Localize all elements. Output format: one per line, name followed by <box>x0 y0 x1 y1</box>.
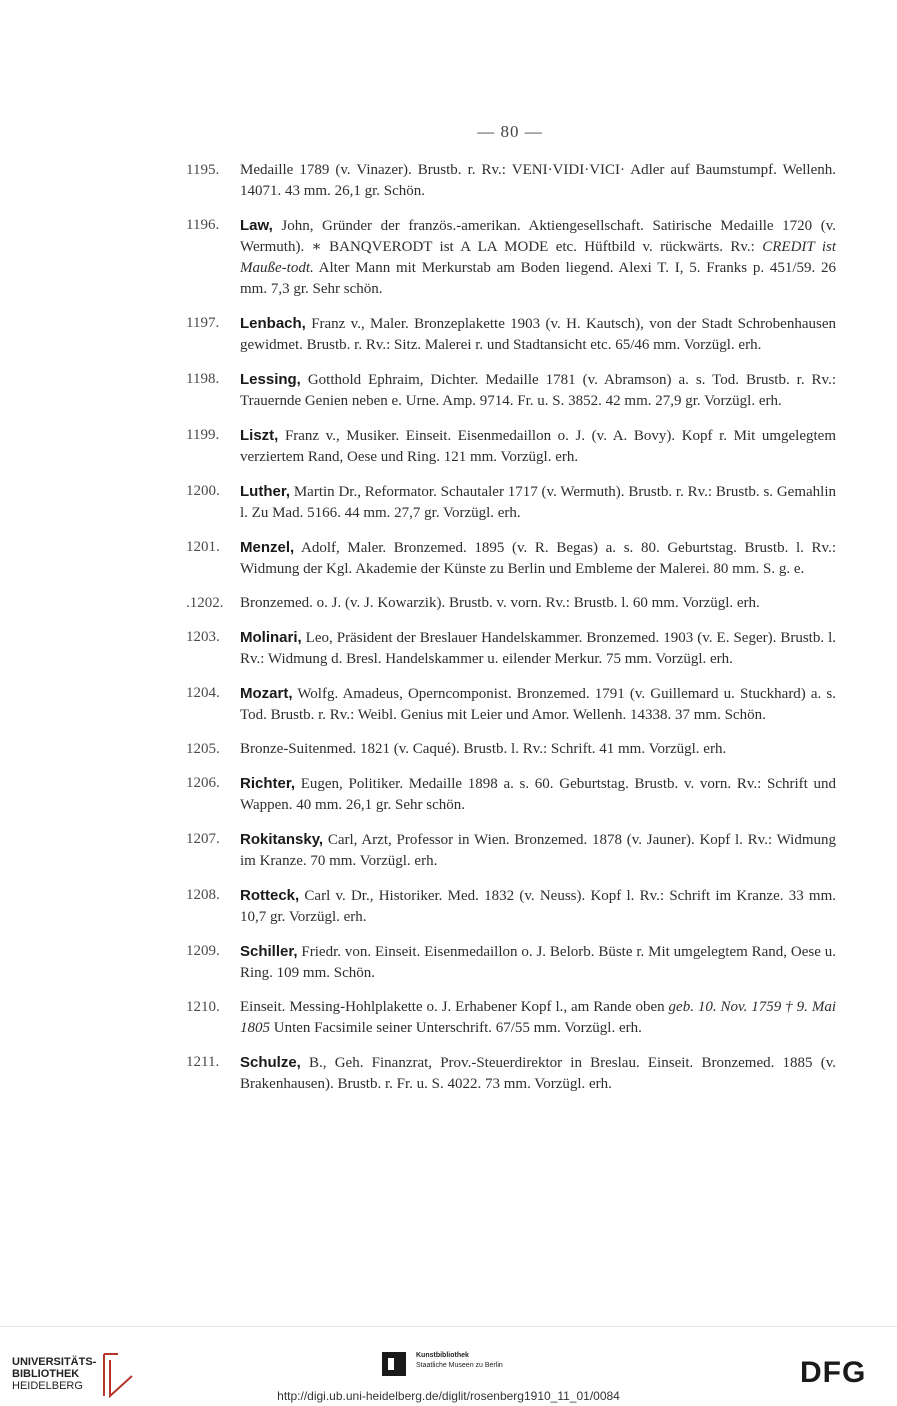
ub-line-1: UNIVERSITÄTS- <box>12 1356 97 1368</box>
ub-line-2: BIBLIOTHEK <box>12 1368 80 1380</box>
entry-name: Liszt, <box>240 427 279 444</box>
entry-description-continued: Unten Facsimile seiner Unterschrift. 67/55 mm. Vorzügl. erh. <box>273 1020 642 1036</box>
kunstbibliothek-logo[interactable] <box>382 1350 542 1390</box>
catalog-entry <box>186 369 836 412</box>
entry-description: Einseit. Messing-Hohlplakette o. J. Erhabener Kopf l., am Rande oben <box>240 999 665 1015</box>
entry-text <box>240 941 836 984</box>
catalog-entries <box>186 160 836 1108</box>
entry-name: Lessing, <box>240 371 301 388</box>
ub-logo-text <box>12 1356 96 1392</box>
entry-text <box>240 313 836 356</box>
entry-name: Law, <box>240 217 273 234</box>
entry-name: Rokitansky, <box>240 831 324 848</box>
entry-description: Eugen, Politiker. Medaille 1898 a. s. 60. Geburtstag. Brustb. v. vorn. Rv.: Schrift und Wappen. 40 mm. 26,1 gr. Sehr schön. <box>240 776 836 813</box>
entry-text <box>240 997 836 1039</box>
entry-text <box>240 627 836 670</box>
entry-number: 1208. <box>186 887 220 903</box>
catalog-entry <box>186 683 836 726</box>
entry-number: 1205. <box>186 741 220 757</box>
dfg-logo[interactable]: DFG <box>800 1356 867 1389</box>
entry-description: Carl, Arzt, Professor in Wien. Bronzemed. 1878 (v. Jauner). Kopf l. Rv.: Widmung im Kranze. 70 mm. Vorzügl. erh. <box>240 832 836 869</box>
entry-name: Lenbach, <box>240 315 306 332</box>
entry-number: 1204. <box>186 685 220 701</box>
entry-description: Franz v., Maler. Bronzeplakette 1903 (v. H. Kautsch), von der Stadt Schrobenhausen gewidmet. Brustb. r. Rv.: Sitz. Malerei r. und Stadtansicht etc. 65/46 mm. Vorzügl. erh. <box>240 316 836 353</box>
entry-text <box>240 425 836 468</box>
ub-line-3: HEIDELBERG <box>12 1380 83 1392</box>
entry-description: Carl v. Dr., Historiker. Med. 1832 (v. Neuss). Kopf l. Rv.: Schrift im Kranze. 33 mm. 10,7 gr. Vorzügl. erh. <box>240 888 837 925</box>
entry-number: 1206. <box>186 775 220 791</box>
entry-text <box>240 160 836 202</box>
entry-description: Franz v., Musiker. Einseit. Eisenmedaillon o. J. (v. A. Bovy). Kopf r. Mit umgelegtem verziertem Rand, Oese und Ring. 121 mm. Vorzügl. erh. <box>240 428 837 465</box>
source-url[interactable]: http://digi.ub.uni-heidelberg.de/diglit/rosenberg1910_11_01/0084 <box>277 1389 620 1403</box>
page-number: — 80 — <box>477 122 543 141</box>
entry-number: 1195. <box>186 162 220 178</box>
catalog-entry <box>186 997 836 1039</box>
entry-name: Mozart, <box>240 685 293 702</box>
entry-text <box>240 481 836 524</box>
entry-text <box>240 683 836 726</box>
entry-text <box>240 739 836 760</box>
entry-text <box>240 215 836 300</box>
entry-text <box>240 1052 836 1095</box>
entry-description: Bronzemed. o. J. (v. J. Kowarzik). Brustb. v. vorn. Rv.: Brustb. l. 60 mm. Vorzügl. erh. <box>240 595 760 611</box>
catalog-entry <box>186 941 836 984</box>
entry-name: Schiller, <box>240 943 298 960</box>
entry-description: Friedr. von. Einseit. Eisenmedaillon o. J. Belorb. Büste r. Mit umgelegtem Rand, Oese u. Ring. 109 mm. Schön. <box>240 944 837 981</box>
entry-description: Martin Dr., Reformator. Schautaler 1717 (v. Wermuth). Brustb. r. Rv.: Brustb. s. Gemahlin l. Zu Mad. 5166. 44 mm. 27,7 gr. Vorzügl. erh. <box>240 484 837 521</box>
catalog-entry <box>186 829 836 872</box>
catalog-entry <box>186 160 836 202</box>
entry-name: Molinari, <box>240 629 302 646</box>
catalog-entry <box>186 313 836 356</box>
entry-description: Wolfg. Amadeus, Operncomponist. Bronzemed. 1791 (v. Guillemard u. Stuckhard) a. s. Tod. Brustb. r. Rv.: Weibl. Genius mit Leier und Amor. Wellenh. 14338. 37 mm. Schön. <box>240 686 836 723</box>
entry-number: 1209. <box>186 943 220 959</box>
catalog-entry <box>186 425 836 468</box>
entry-name: Schulze, <box>240 1054 301 1071</box>
entry-description: Bronze-Suitenmed. 1821 (v. Caqué). Brustb. l. Rv.: Schrift. 41 mm. Vorzügl. erh. <box>240 741 727 757</box>
catalog-entry <box>186 885 836 928</box>
entry-italic-text: geb. 10. Nov. 1759 † 9. Mai 1805 <box>240 999 837 1036</box>
kunstbibliothek-text <box>416 1351 503 1371</box>
entry-number: 1211. <box>186 1054 220 1070</box>
catalog-entry <box>186 739 836 760</box>
catalog-entry <box>186 537 836 580</box>
entry-text <box>240 593 836 614</box>
catalog-entry <box>186 593 836 614</box>
entry-number: 1210. <box>186 999 220 1015</box>
entry-description: John, Gründer der französ.-amerikan. Aktiengesellschaft. Satirische Medaille 1720 (v. Wermuth). ∗ BANQVERODT ist A LA MODE etc. Hüftbild v. rückwärts. Rv.: <box>240 218 837 255</box>
entry-text <box>240 369 836 412</box>
entry-number: 1203. <box>186 629 220 645</box>
catalog-entry <box>186 481 836 524</box>
catalog-entry <box>186 215 836 300</box>
entry-number: 1201. <box>186 539 220 555</box>
entry-text <box>240 885 836 928</box>
kunstbibliothek-mark-icon <box>382 1352 406 1376</box>
entry-italic-text: CREDIT ist Mauße-todt. <box>240 239 837 276</box>
entry-description-continued: Alter Mann mit Merkurstab am Boden liegend. Alexi T. I, 5. Franks p. 451/59. 26 mm. 7,3 gr. Sehr schön. <box>240 260 836 297</box>
catalog-entry <box>186 1052 836 1095</box>
entry-description: Medaille 1789 (v. Vinazer). Brustb. r. Rv.: VENI·VIDI·VICI· Adler auf Baumstumpf. Wellenh. 14071. 43 mm. 26,1 gr. Schön. <box>240 162 836 199</box>
entry-number: .1202. <box>186 595 224 611</box>
entry-description: Leo, Präsident der Breslauer Handelskammer. Bronzemed. 1903 (v. E. Seger). Brustb. l. Rv.: Widmung d. Bresl. Handelskammer u. eilender Merkur. 75 mm. Vorzügl. erh. <box>240 630 837 667</box>
entry-text <box>240 537 836 580</box>
entry-text <box>240 829 836 872</box>
entry-number: 1207. <box>186 831 220 847</box>
entry-name: Menzel, <box>240 539 295 556</box>
catalog-entry <box>186 627 836 670</box>
entry-description: Gotthold Ephraim, Dichter. Medaille 1781 (v. Abramson) a. s. Tod. Brustb. r. Rv.: Trauernde Genien neben e. Urne. Amp. 9714. Fr. u. S. 3852. 42 mm. 27,9 gr. Vorzügl. erh. <box>240 372 836 409</box>
entry-description: Adolf, Maler. Bronzemed. 1895 (v. R. Begas) a. s. 80. Geburtstag. Brustb. l. Rv.: Widmung der Kgl. Akademie der Künste zu Berlin und Embleme der Malerei. 80 mm. S. g. e. <box>240 540 836 577</box>
entry-name: Richter, <box>240 775 296 792</box>
footer-divider <box>0 1326 897 1327</box>
entry-name: Luther, <box>240 483 291 500</box>
kb-line-2: Staatliche Museen zu Berlin <box>416 1362 503 1369</box>
entry-number: 1199. <box>186 427 220 443</box>
entry-number: 1198. <box>186 371 220 387</box>
entry-name: Rotteck, <box>240 887 300 904</box>
entry-description: B., Geh. Finanzrat, Prov.-Steuerdirektor in Breslau. Einseit. Bronzemed. 1885 (v. Brakenhausen). Brustb. r. Fr. u. S. 4022. 73 mm. Vorzügl. erh. <box>240 1055 836 1092</box>
entry-text <box>240 773 836 816</box>
entry-number: 1197. <box>186 315 220 331</box>
kb-line-1: Kunstbibliothek <box>416 1352 469 1359</box>
catalog-entry <box>186 773 836 816</box>
entry-number: 1200. <box>186 483 220 499</box>
entry-number: 1196. <box>186 217 220 233</box>
